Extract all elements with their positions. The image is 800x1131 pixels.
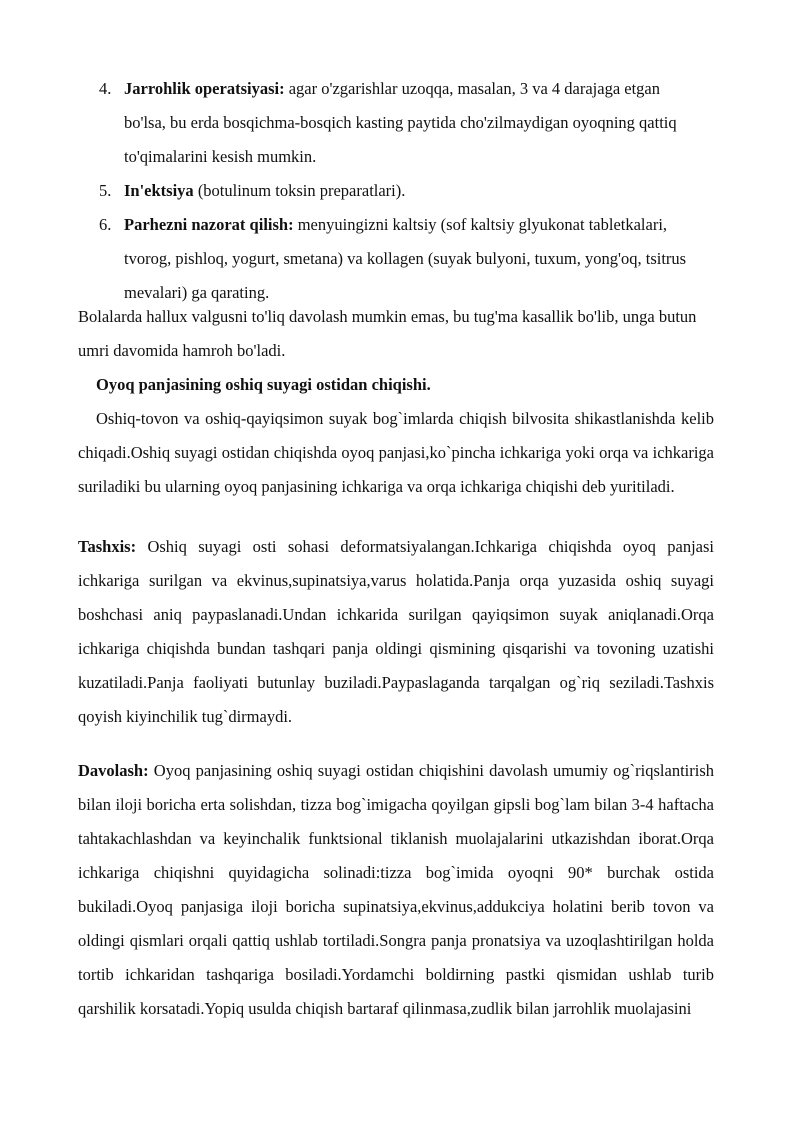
list-item-text: menyuingizni kaltsiy (sof kaltsiy glyukonat tabletkalari, tvorog, pishloq, yogurt, smetana) va kollagen (suyak bulyoni, tuxum, yong'oq, tsitrus mevalari) ga qarating. <box>124 215 687 302</box>
list-item-title: Parhezni nazorat qilish: <box>124 215 294 234</box>
paragraph-davolash <box>78 754 714 1026</box>
list-item-text: agar o'zgarishlar uzoqqa, masalan, 3 va 4 darajaga etgan bo'lsa, bu erda bosqichma-bosqich kasting paytida cho'zilmaydigan oyoqning qattiq to'qimalarini kesish mumkin. <box>124 79 677 166</box>
davolash-label: Davolash: <box>78 761 149 780</box>
davolash-text: Oyoq panjasining oshiq suyagi ostidan chiqishini davolash umumiy og`riqslantirish bilan iloji boricha erta solishdan, tizza bog`imigacha qoyilgan gipsli bog`lam bilan 3-4 haftacha tahtakachlashdan va keyinchalik funktsional tiklanish muolajalarini utkazishdan iborat.Orqa ichkariga chiqishni quyidagicha solinadi:tizza bog`imida oyoqni 90* burchak ostida bukiladi.Oyoq panjasiga iloji boricha supinatsiya,ekvinus,addukciya holatini berib tovon va oldingi qismlari orqali qattiq ushlab tortiladi.Songra panja pronatsiya va uzoqlashtirilgan holda tortib ichkaridan tashqariga bosiladi.Yordamchi boldirning pastki qismidan ushlab turib qarshilik korsatadi.Yopiq usulda chiqish bartaraf qilinmasa,zudlik bilan jarrohlik muolajasini <box>78 761 714 1018</box>
paragraph-intro: Oshiq-tovon va oshiq-qayiqsimon suyak bog`imlarda chiqish bilvosita shikastlanishda kelib chiqadi.Oshiq suyagi ostidan chiqishda oyoq panjasi,ko`pincha ichkariga yoki orqa va ichkariga suriladiki bu ularning oyoq panjasining ichkariga va orqa ichkariga chiqishi deb yuritiladi. <box>78 409 714 496</box>
paragraph-children: Bolalarda hallux valgusni to'liq davolash mumkin emas, bu tug'ma kasallik bo'lib, unga butun umri davomida hamroh bo'ladi. <box>78 307 697 360</box>
numbered-list <box>0 72 800 310</box>
list-number: 5 . <box>99 174 111 208</box>
list-item <box>0 208 690 310</box>
list-item <box>0 72 690 174</box>
list-item-title: In'ektsiya <box>124 181 194 200</box>
list-number: 4 . <box>99 72 111 106</box>
tashxis-label: Tashxis: <box>78 537 137 556</box>
list-item-text: (botulinum toksin preparatlari). <box>193 181 406 200</box>
section-heading: Oyoq panjasining oshiq suyagi ostidan chiqishi. <box>96 375 431 394</box>
tashxis-text: Oshiq suyagi osti sohasi deformatsiyalangan.Ichkariga chiqishda oyoq panjasi ichkariga surilgan va ekvinus,supinatsiya,varus holatida.Panja orqa yuzasida oshiq suyagi boshchasi aniq paypaslanadi.Undan ichkarida surilgan qayiqsimon suyak aniqlanadi.Orqa ichkariga chiqishda bundan tashqari panja oldingi qismining qisqarishi va tovoning uzatishi kuzatiladi.Panja faoliyati butunlay buziladi.Paypaslaganda tarqalgan og`riq seziladi.Tashxis qoyish kiyinchilik tug`dirmaydi. <box>78 537 714 726</box>
list-item-title: Jarrohlik operatsiyasi: <box>124 79 285 98</box>
list-item <box>0 174 690 208</box>
paragraph-tashxis <box>78 530 714 734</box>
list-number: 6 . <box>99 208 111 242</box>
